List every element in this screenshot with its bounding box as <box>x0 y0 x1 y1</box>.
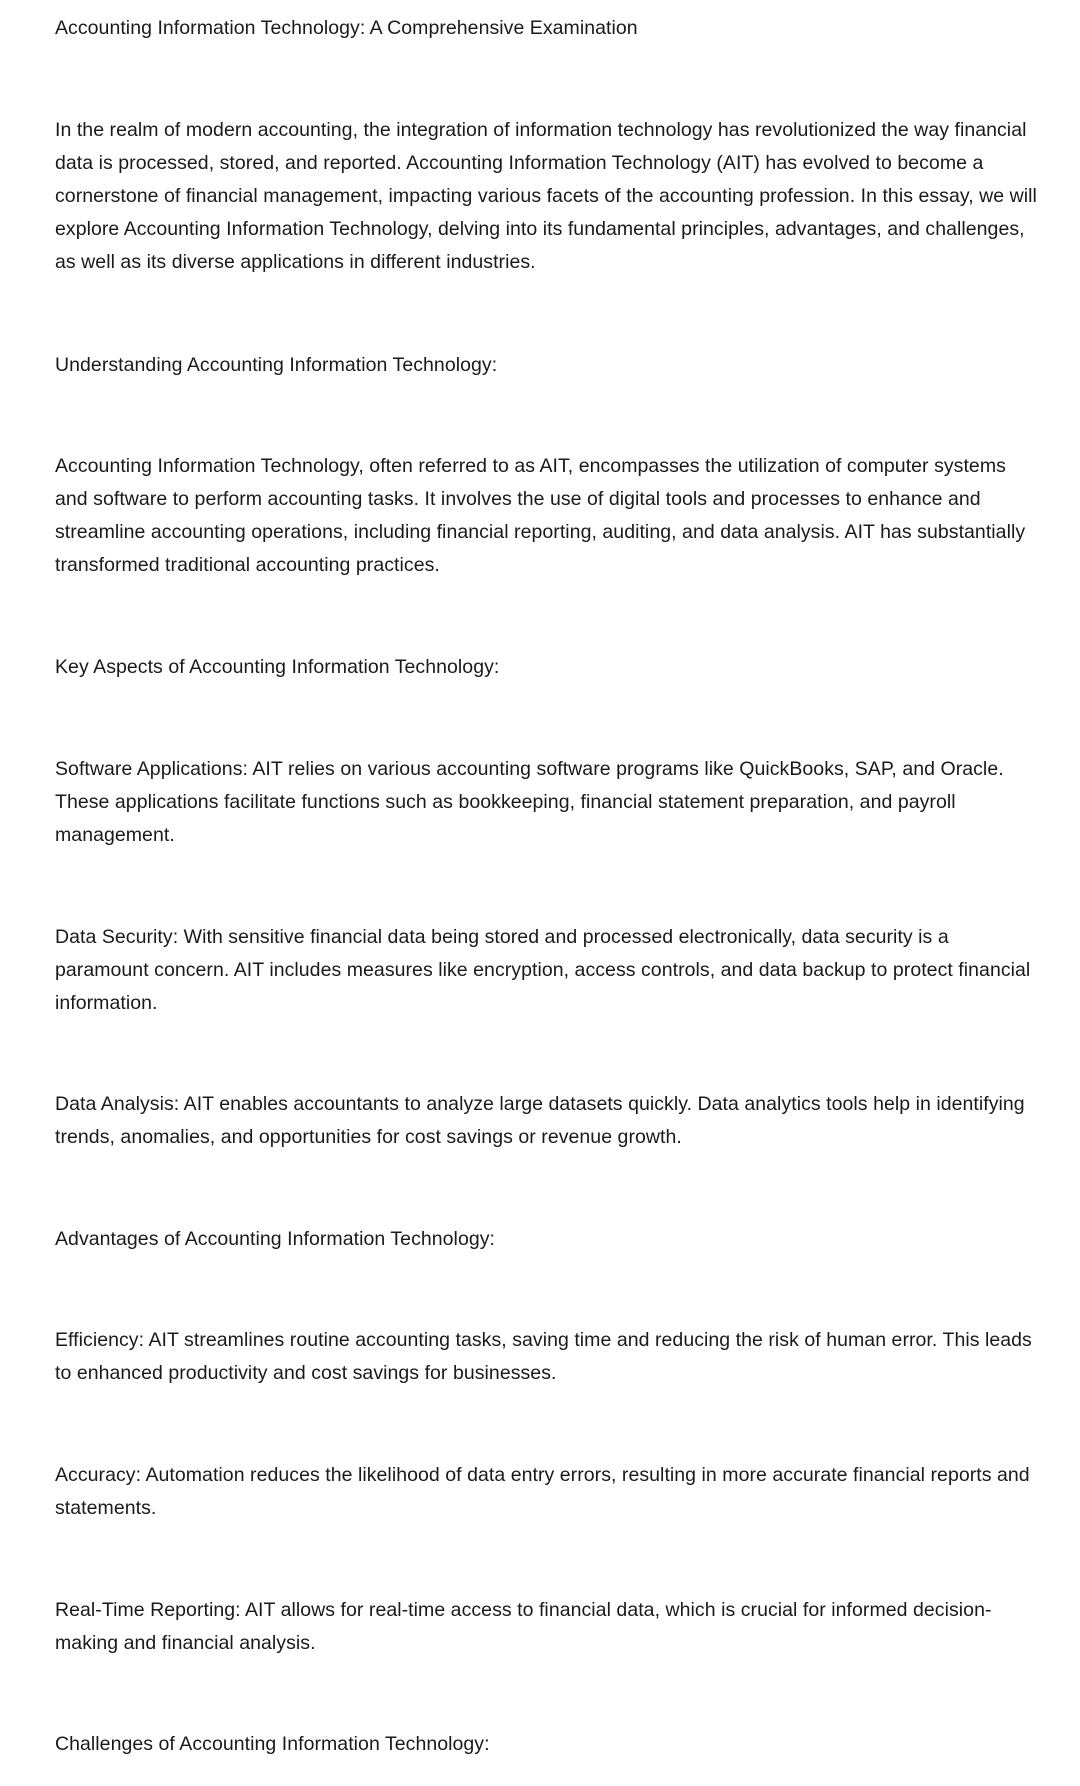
paragraph-efficiency: Efficiency: AIT streamlines routine accounting tasks, saving time and reducing the risk of human error. This leads to enhanced productivity and cost savings for businesses. <box>55 1329 1032 1384</box>
section-heading-key-aspects: Key Aspects of Accounting Information Technology: <box>55 656 500 678</box>
paragraph-software-applications: Software Applications: AIT relies on various accounting software programs like QuickBooks, SAP, and Oracle. These applications facilitate functions such as bookkeeping, financial statement preparation, and payroll management. <box>55 758 1004 846</box>
paragraph-data-security: Data Security: With sensitive financial data being stored and processed electronically, data security is a paramount concern. AIT includes measures like encryption, access controls, and data backup to protect financial information. <box>55 926 1031 1014</box>
intro-paragraph: In the realm of modern accounting, the integration of information technology has revolutionized the way financial data is processed, stored, and reported. Accounting Information Technology (AIT) has evolved to become a cornerstone of financial management, impacting various facets of the accounting profession. In this essay, we will explore Accounting Information Technology, delving into its fundamental principles, advantages, and challenges, as well as its diverse applications in different industries. <box>55 119 1037 273</box>
section-heading-understanding: Understanding Accounting Information Technology: <box>55 354 498 376</box>
paragraph-real-time-reporting: Real-Time Reporting: AIT allows for real-time access to financial data, which is crucial for informed decision-making and financial analysis. <box>55 1599 992 1654</box>
paragraph-accuracy: Accuracy: Automation reduces the likelihood of data entry errors, resulting in more accurate financial reports and statements. <box>55 1464 1030 1519</box>
section-heading-challenges: Challenges of Accounting Information Technology: <box>55 1733 490 1755</box>
document-title: Accounting Information Technology: A Comprehensive Examination <box>55 17 638 39</box>
understanding-paragraph: Accounting Information Technology, often referred to as AIT, encompasses the utilization of computer systems and software to perform accounting tasks. It involves the use of digital tools and processes to enhance and streamline accounting operations, including financial reporting, auditing, and data analysis. AIT has substantially transformed traditional accounting practices. <box>55 455 1026 576</box>
section-heading-advantages: Advantages of Accounting Information Technology: <box>55 1228 495 1250</box>
paragraph-data-analysis: Data Analysis: AIT enables accountants to analyze large datasets quickly. Data analytics tools help in identifying trends, anomalies, and opportunities for cost savings or revenue growth. <box>55 1093 1025 1148</box>
